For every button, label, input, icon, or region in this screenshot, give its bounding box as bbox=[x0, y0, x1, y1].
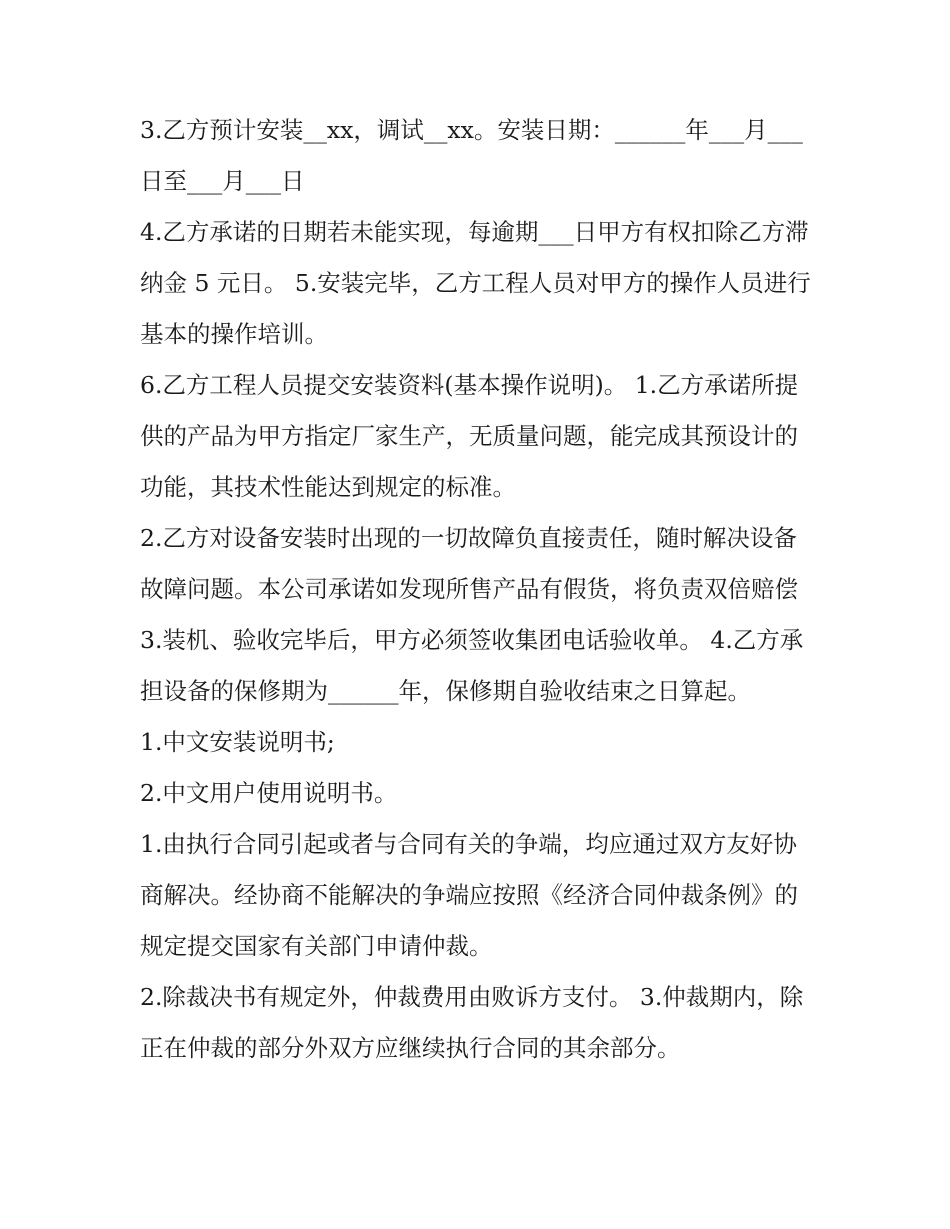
paragraph-installation-materials-quality: 6.乙方工程人员提交安装资料(基本操作说明)。 1.乙方承诺所提供的产品为甲方指定厂家生产，无质量问题，能完成其预设计的功能，其技术性能达到规定的标准。 bbox=[140, 371, 799, 501]
paragraph-user-manual: 2.中文用户使用说明书。 bbox=[140, 779, 398, 807]
paragraph-dispute-resolution: 1.由执行合同引起或者与合同有关的争端，均应通过双方友好协商解决。经协商不能解决的争端应按照《经济合同仲裁条例》的规定提交国家有关部门申请仲裁。 bbox=[140, 830, 798, 960]
paragraph-delay-penalty-training: 4.乙方承诺的日期若未能实现，每逾期___日甲方有权扣除乙方滞纳金 5 元日。 5.安装完毕，乙方工程人员对甲方的操作人员进行基本的操作培训。 bbox=[140, 218, 811, 348]
paragraph-acceptance-warranty: 3.装机、验收完毕后，甲方必须签收集团电话验收单。 4.乙方承担设备的保修期为______年，保修期自验收结束之日算起。 bbox=[140, 626, 804, 705]
document-body bbox=[140, 105, 820, 1074]
paragraph-fault-responsibility: 2.乙方对设备安装时出现的一切故障负直接责任，随时解决设备故障问题。本公司承诺如发现所售产品有假货，将负责双倍赔偿 bbox=[140, 524, 798, 603]
paragraph-arbitration-fees: 2.除裁决书有规定外，仲裁费用由败诉方支付。 3.仲裁期内，除正在仲裁的部分外双方应继续执行合同的其余部分。 bbox=[140, 983, 804, 1062]
paragraph-install-manual: 1.中文安装说明书; bbox=[140, 728, 335, 756]
paragraph-installation-schedule: 3.乙方预计安装__xx，调试__xx。安装日期：______年___月___日至___月___日 bbox=[140, 116, 803, 195]
